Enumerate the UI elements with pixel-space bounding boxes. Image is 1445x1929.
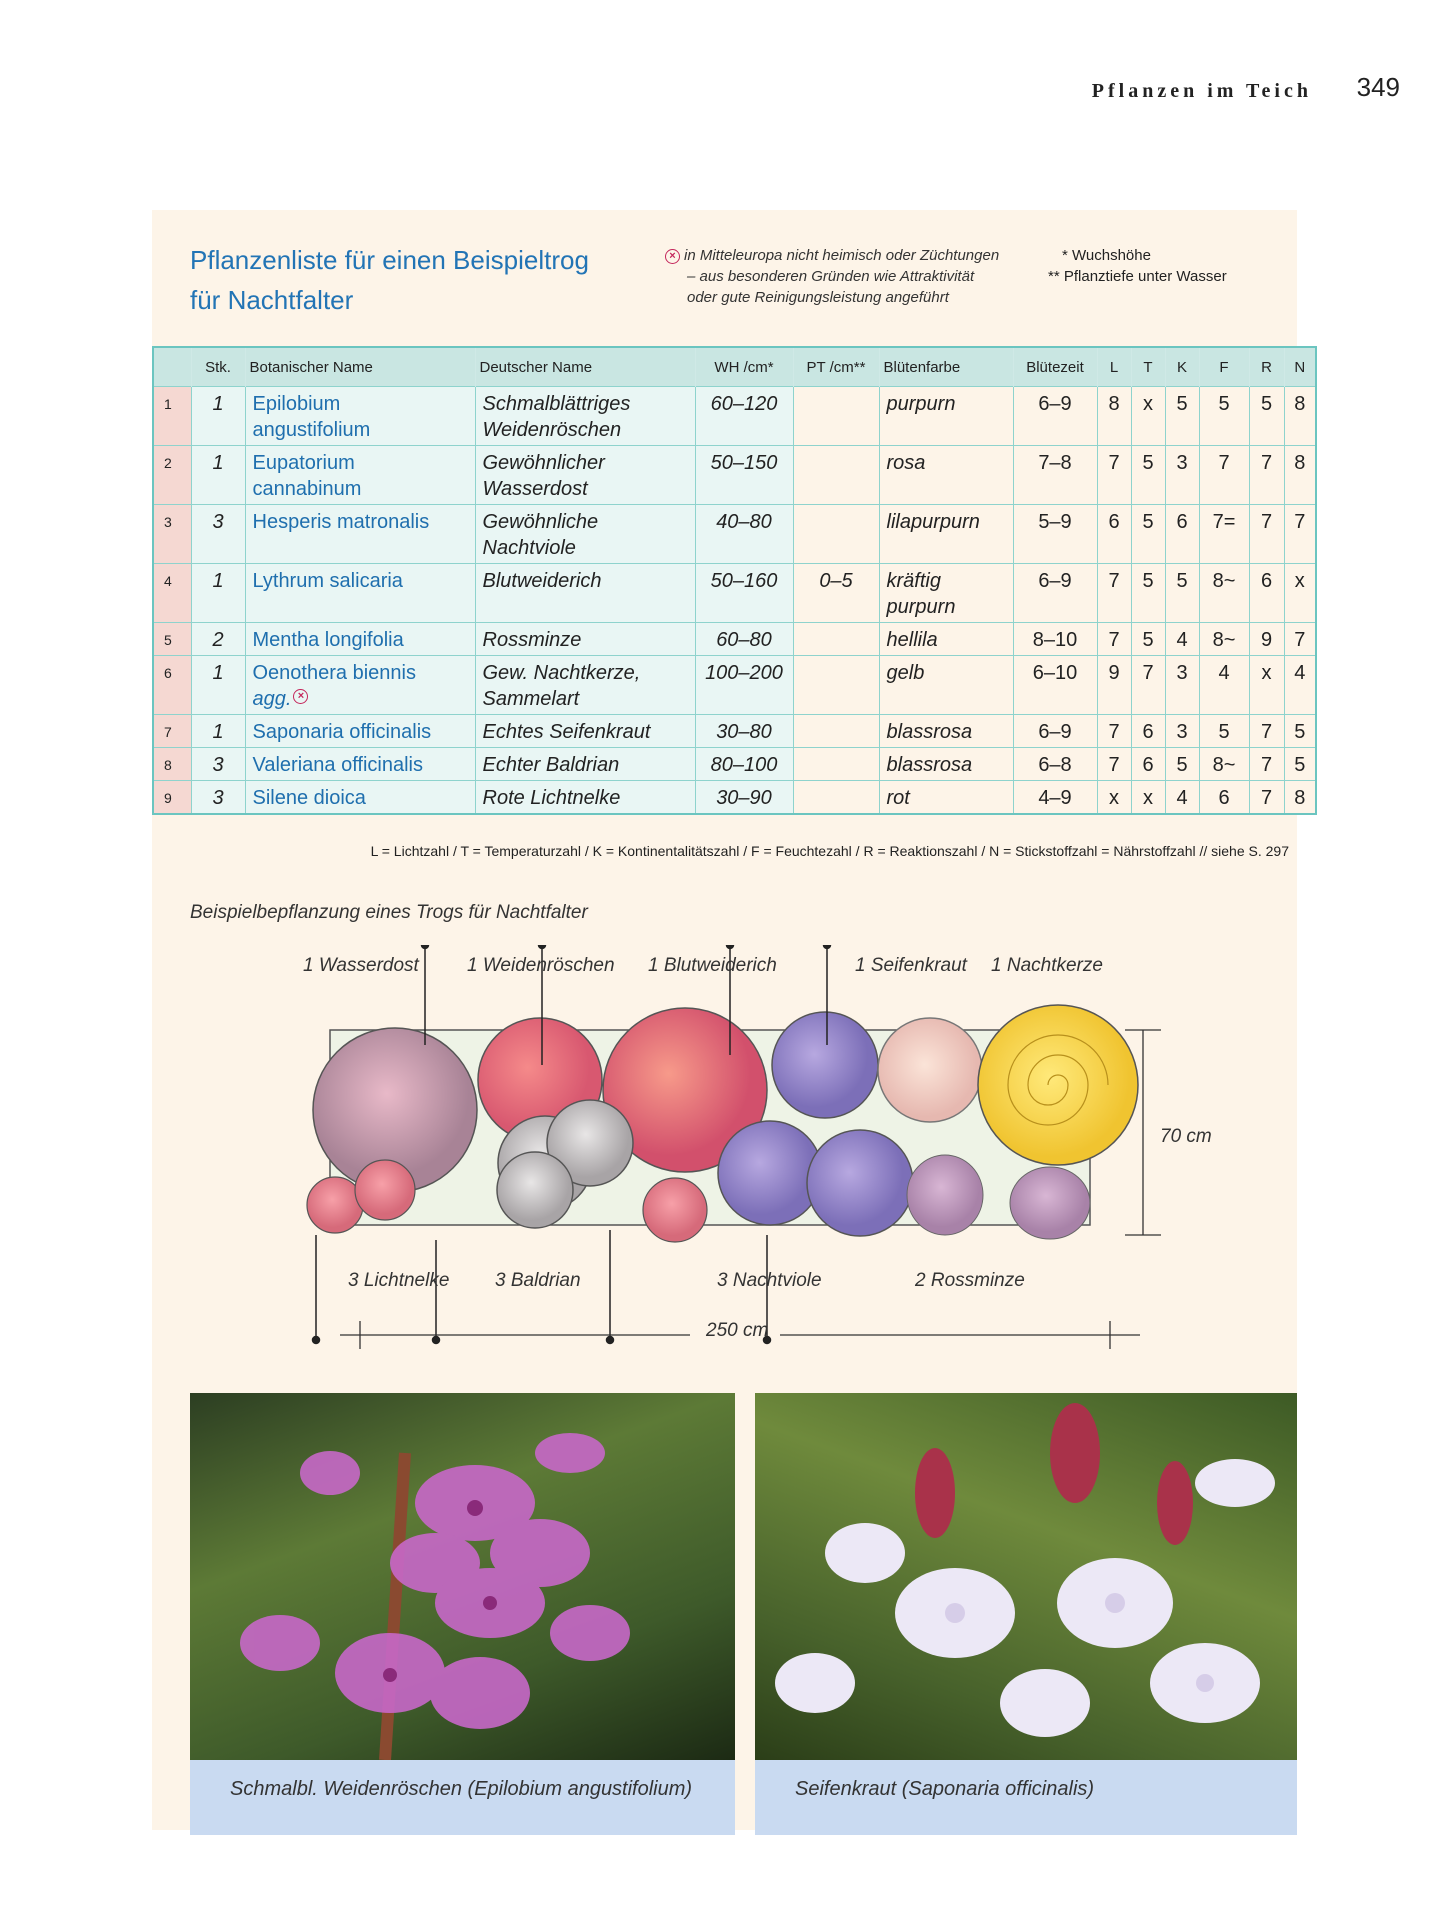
cell-t: 6 <box>1131 715 1165 748</box>
cell-l: 7 <box>1097 623 1131 656</box>
cell-stk: 1 <box>191 564 245 623</box>
row-number: 5 <box>153 623 191 656</box>
header-rownum <box>153 347 191 387</box>
plan-label-nachtkerze: 1 Nachtkerze <box>991 955 1103 976</box>
cell-t: 5 <box>1131 623 1165 656</box>
cell-r: 7 <box>1249 748 1284 781</box>
cell-farbe: hellila <box>879 623 1013 656</box>
cell-de: Gew. Nachtkerze, Sammelart <box>475 656 695 715</box>
cell-n: x <box>1284 564 1316 623</box>
table-row <box>153 715 1316 748</box>
cell-wh: 60–120 <box>695 387 793 446</box>
cell-bot: Silene dioica <box>245 781 475 815</box>
list-title: Pflanzenliste für einen Beispieltrog für Nachtfalter <box>190 245 589 315</box>
cell-r: 7 <box>1249 505 1284 564</box>
cell-bot: Eupatorium cannabinum <box>245 446 475 505</box>
cell-zeit: 6–8 <box>1013 748 1097 781</box>
cell-farbe: kräftig purpurn <box>879 564 1013 623</box>
table-header-row <box>153 347 1316 387</box>
cell-t: 5 <box>1131 505 1165 564</box>
running-header <box>1000 72 1400 112</box>
cell-n: 8 <box>1284 387 1316 446</box>
cell-f: 7 <box>1199 446 1249 505</box>
cell-wh: 30–90 <box>695 781 793 815</box>
cell-n: 5 <box>1284 715 1316 748</box>
cell-stk: 1 <box>191 446 245 505</box>
plant-table <box>152 346 1317 815</box>
header-farbe: Blütenfarbe <box>879 347 1013 387</box>
cell-r: 7 <box>1249 715 1284 748</box>
row-number: 2 <box>153 446 191 505</box>
cell-l: 7 <box>1097 748 1131 781</box>
plan-label-lichtnelke: 3 Lichtnelke <box>348 1270 450 1291</box>
cell-f: 6 <box>1199 781 1249 815</box>
table-row <box>153 623 1316 656</box>
table-row <box>153 387 1316 446</box>
header-pt: PT /cm** <box>793 347 879 387</box>
cell-stk: 3 <box>191 505 245 564</box>
cell-r: 6 <box>1249 564 1284 623</box>
row-number: 6 <box>153 656 191 715</box>
cell-bot: Mentha longifolia <box>245 623 475 656</box>
cell-pt <box>793 715 879 748</box>
cell-n: 7 <box>1284 505 1316 564</box>
cell-de: Rossminze <box>475 623 695 656</box>
cell-zeit: 7–8 <box>1013 446 1097 505</box>
cell-k: 6 <box>1165 505 1199 564</box>
cell-l: 6 <box>1097 505 1131 564</box>
plan-label-wasserdost: 1 Wasserdost <box>303 955 419 976</box>
abbreviation-legend: L = Lichtzahl / T = Temperaturzahl / K = Kontinentalitätszahl / F = Feuchtezahl / R = Reaktionszahl / N = Stickstoffzahl = Nährstoffzahl // siehe S. 297 <box>370 843 1289 859</box>
cell-f: 5 <box>1199 715 1249 748</box>
cell-farbe: blassrosa <box>879 748 1013 781</box>
cell-pt <box>793 656 879 715</box>
cell-farbe: gelb <box>879 656 1013 715</box>
cell-bot: Hesperis matronalis <box>245 505 475 564</box>
page-number: 349 <box>1356 72 1400 102</box>
photo-caption-epilobium: Schmalbl. Weidenröschen (Epilobium angustifolium) <box>190 1760 735 1835</box>
cell-n: 4 <box>1284 656 1316 715</box>
cell-farbe: blassrosa <box>879 715 1013 748</box>
cell-f: 8~ <box>1199 564 1249 623</box>
cell-wh: 100–200 <box>695 656 793 715</box>
cell-l: 7 <box>1097 446 1131 505</box>
cell-wh: 60–80 <box>695 623 793 656</box>
cell-zeit: 6–10 <box>1013 656 1097 715</box>
cell-de: Gewöhnlicher Wasserdost <box>475 446 695 505</box>
cell-zeit: 4–9 <box>1013 781 1097 815</box>
cell-l: 7 <box>1097 564 1131 623</box>
header-bot: Botanischer Name <box>245 347 475 387</box>
section-title: Pflanzen im Teich <box>1091 80 1312 102</box>
plan-caption: Beispielbepflanzung eines Trogs für Nachtfalter <box>190 902 588 923</box>
cell-stk: 1 <box>191 387 245 446</box>
cell-f: 8~ <box>1199 623 1249 656</box>
cell-wh: 30–80 <box>695 715 793 748</box>
epilobium-flowers-illustration <box>190 1393 735 1760</box>
non-native-icon: × <box>293 689 308 704</box>
header-de: Deutscher Name <box>475 347 695 387</box>
cell-pt <box>793 505 879 564</box>
cell-n: 8 <box>1284 446 1316 505</box>
cell-k: 4 <box>1165 623 1199 656</box>
table-row <box>153 656 1316 715</box>
cell-k: 5 <box>1165 387 1199 446</box>
cell-t: 7 <box>1131 656 1165 715</box>
photo-epilobium <box>190 1393 735 1760</box>
cell-pt <box>793 781 879 815</box>
plan-label-blutweiderich: 1 Blutweiderich <box>648 955 777 976</box>
cell-n: 5 <box>1284 748 1316 781</box>
plan-label-rossminze: 2 Rossminze <box>915 1270 1025 1291</box>
width-dimension-label: 250 cm <box>706 1320 769 1341</box>
plan-label-weidenroeschen: 1 Weidenröschen <box>467 955 615 976</box>
cell-k: 4 <box>1165 781 1199 815</box>
cell-l: 7 <box>1097 715 1131 748</box>
row-number: 1 <box>153 387 191 446</box>
header-l: L <box>1097 347 1131 387</box>
cell-n: 7 <box>1284 623 1316 656</box>
non-native-icon: × <box>665 249 680 264</box>
cell-zeit: 8–10 <box>1013 623 1097 656</box>
row-number: 4 <box>153 564 191 623</box>
cell-r: 7 <box>1249 446 1284 505</box>
cell-t: 5 <box>1131 564 1165 623</box>
cell-r: 9 <box>1249 623 1284 656</box>
cell-pt <box>793 387 879 446</box>
cell-k: 3 <box>1165 656 1199 715</box>
cell-l: 9 <box>1097 656 1131 715</box>
cell-wh: 40–80 <box>695 505 793 564</box>
cell-farbe: rot <box>879 781 1013 815</box>
plan-label-nachtviole: 3 Nachtviole <box>717 1270 822 1291</box>
table-row <box>153 781 1316 815</box>
cell-bot: Epilobium angustifolium <box>245 387 475 446</box>
cell-r: x <box>1249 656 1284 715</box>
cell-de: Blutweiderich <box>475 564 695 623</box>
cell-t: x <box>1131 387 1165 446</box>
cell-k: 5 <box>1165 564 1199 623</box>
table-row <box>153 748 1316 781</box>
cell-zeit: 6–9 <box>1013 715 1097 748</box>
cell-wh: 50–160 <box>695 564 793 623</box>
cell-stk: 3 <box>191 781 245 815</box>
table-row <box>153 446 1316 505</box>
cell-de: Echter Baldrian <box>475 748 695 781</box>
cell-f: 4 <box>1199 656 1249 715</box>
row-number: 8 <box>153 748 191 781</box>
cell-pt <box>793 748 879 781</box>
cell-t: 5 <box>1131 446 1165 505</box>
cell-stk: 1 <box>191 715 245 748</box>
cell-f: 8~ <box>1199 748 1249 781</box>
cell-bot: Valeriana officinalis <box>245 748 475 781</box>
cell-zeit: 6–9 <box>1013 387 1097 446</box>
cell-r: 5 <box>1249 387 1284 446</box>
cell-de: Schmalblättriges Weidenröschen <box>475 387 695 446</box>
cell-bot: Oenothera biennis agg. × <box>245 656 475 715</box>
header-wh: WH /cm* <box>695 347 793 387</box>
non-native-note: × in Mitteleuropa nicht heimisch oder Züchtungen – aus besonderen Gründen wie Attraktivität oder gute Reinigungsleistung angeführt <box>665 245 1050 308</box>
cell-bot: Lythrum salicaria <box>245 564 475 623</box>
saponaria-flowers-illustration <box>755 1393 1297 1760</box>
header-zeit: Blütezeit <box>1013 347 1097 387</box>
header-r: R <box>1249 347 1284 387</box>
table-row <box>153 505 1316 564</box>
cell-farbe: rosa <box>879 446 1013 505</box>
row-number: 9 <box>153 781 191 815</box>
cell-de: Gewöhnliche Nachtviole <box>475 505 695 564</box>
row-number: 7 <box>153 715 191 748</box>
height-dimension-label: 70 cm <box>1160 1126 1212 1147</box>
header-t: T <box>1131 347 1165 387</box>
row-number: 3 <box>153 505 191 564</box>
cell-t: x <box>1131 781 1165 815</box>
cell-stk: 1 <box>191 656 245 715</box>
cell-n: 8 <box>1284 781 1316 815</box>
cell-t: 6 <box>1131 748 1165 781</box>
cell-farbe: lilapurpurn <box>879 505 1013 564</box>
cell-stk: 3 <box>191 748 245 781</box>
cell-de: Rote Lichtnelke <box>475 781 695 815</box>
cell-f: 5 <box>1199 387 1249 446</box>
cell-k: 3 <box>1165 446 1199 505</box>
cell-de: Echtes Seifenkraut <box>475 715 695 748</box>
header-f: F <box>1199 347 1249 387</box>
cell-zeit: 5–9 <box>1013 505 1097 564</box>
cell-f: 7= <box>1199 505 1249 564</box>
cell-l: x <box>1097 781 1131 815</box>
cell-farbe: purpurn <box>879 387 1013 446</box>
cell-k: 3 <box>1165 715 1199 748</box>
column-legend: * Wuchshöhe ** Pflanztiefe unter Wasser <box>1048 247 1227 285</box>
cell-k: 5 <box>1165 748 1199 781</box>
plan-label-seifenkraut: 1 Seifenkraut <box>855 955 967 976</box>
header-n: N <box>1284 347 1316 387</box>
cell-wh: 50–150 <box>695 446 793 505</box>
cell-l: 8 <box>1097 387 1131 446</box>
cell-pt: 0–5 <box>793 564 879 623</box>
photo-caption-saponaria: Seifenkraut (Saponaria officinalis) <box>755 1760 1297 1835</box>
plan-label-baldrian: 3 Baldrian <box>495 1270 581 1291</box>
cell-pt <box>793 623 879 656</box>
header-k: K <box>1165 347 1199 387</box>
cell-bot: Saponaria officinalis <box>245 715 475 748</box>
cell-wh: 80–100 <box>695 748 793 781</box>
cell-pt <box>793 446 879 505</box>
photo-saponaria <box>755 1393 1297 1760</box>
table-row <box>153 564 1316 623</box>
cell-stk: 2 <box>191 623 245 656</box>
cell-r: 7 <box>1249 781 1284 815</box>
header-stk: Stk. <box>191 347 245 387</box>
cell-zeit: 6–9 <box>1013 564 1097 623</box>
